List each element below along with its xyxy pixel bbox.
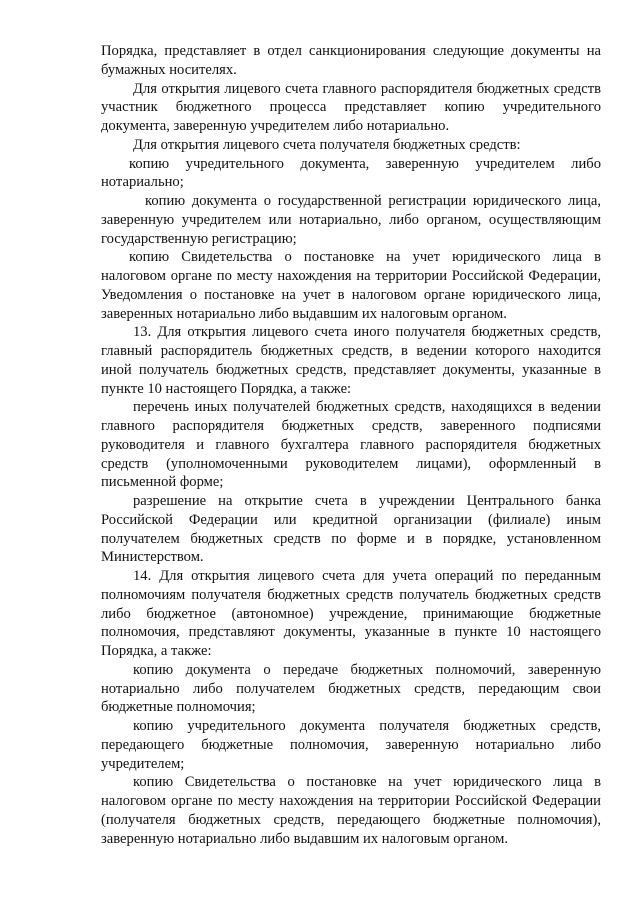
paragraph-procedure-continuation: Порядка, представляет в отдел санкционирования следующие документы на бумажных носителях.: [101, 43, 601, 78]
paragraph-item-founding-document: копию учредительного документа, заверенную учредителем либо нотариально;: [101, 155, 601, 191]
document-page: [101, 42, 601, 848]
paragraph-item-transfer-of-powers: копию документа о передаче бюджетных полномочий, заверенную нотариально либо получателем бюджетных средств, передающим свои бюджетные полномочия;: [101, 661, 601, 716]
paragraph-section-13: 13. Для открытия лицевого счета иного получателя бюджетных средств, главный распорядитель бюджетных средств, в ведении которого находится иной получатель бюджетных средств, представляет документы, указанные в пункте 10 настоящего Порядка, а также:: [101, 324, 601, 397]
paragraph-item-recipients-list: перечень иных получателей бюджетных средств, находящихся в ведении главного распорядителя бюджетных средств, заверенного подписями руководителя и главного бухгалтера главного распорядителя бюджетных средств (уполномоченными руководителем лицами), оформленный в письменной форме;: [101, 399, 601, 491]
paragraph-item-state-registration: копию документа о государственной регистрации юридического лица, заверенную учредителем или нотариально, либо органом, осуществляющим государственную регистрацию;: [101, 193, 601, 247]
paragraph-item-central-bank-permission: разрешение на открытие счета в учреждении Центрального банка Российской Федерации или кредитной организации (филиале) иным получателем бюджетных средств по форме и в порядке, установленном Министерством.: [101, 493, 601, 566]
paragraph-item-transferor-tax-certificate: копию Свидетельства о постановке на учет юридического лица в налоговом органе по месту нахождения на территории Российской Федерации (получателя бюджетных средств, передающего бюджетные полномочия), заверенную нотариально либо выдавшим их налоговым органом.: [101, 774, 601, 847]
paragraph-section-14: 14. Для открытия лицевого счета для учета операций по переданным полномочиям получателя бюджетных средств получатель бюджетных средств либо бюджетное (автономное) учреждение, принимающие бюджетные полномочия, представляют документы, указанные в пункте 10 настоящего Порядка, а также:: [101, 568, 601, 659]
paragraph-main-distributor-account: Для открытия лицевого счета главного распорядителя бюджетных средств участник бюджетного процесса представляет копию учредительного документа, заверенную учредителем либо нотариально.: [101, 80, 601, 134]
paragraph-item-tax-certificate: копию Свидетельства о постановке на учет юридического лица в налоговом органе по месту нахождения на территории Российской Федерации, Уведомления о постановке на учет в налоговом органе юридического лица, заверенных нотариально либо выдавшим их налоговым органом.: [101, 249, 601, 322]
paragraph-recipient-account-heading: Для открытия лицевого счета получателя бюджетных средств:: [133, 136, 521, 153]
paragraph-item-transferor-founding-document: копию учредительного документа получателя бюджетных средств, передающего бюджетные полномочия, заверенную нотариально либо учредителем;: [101, 718, 601, 772]
